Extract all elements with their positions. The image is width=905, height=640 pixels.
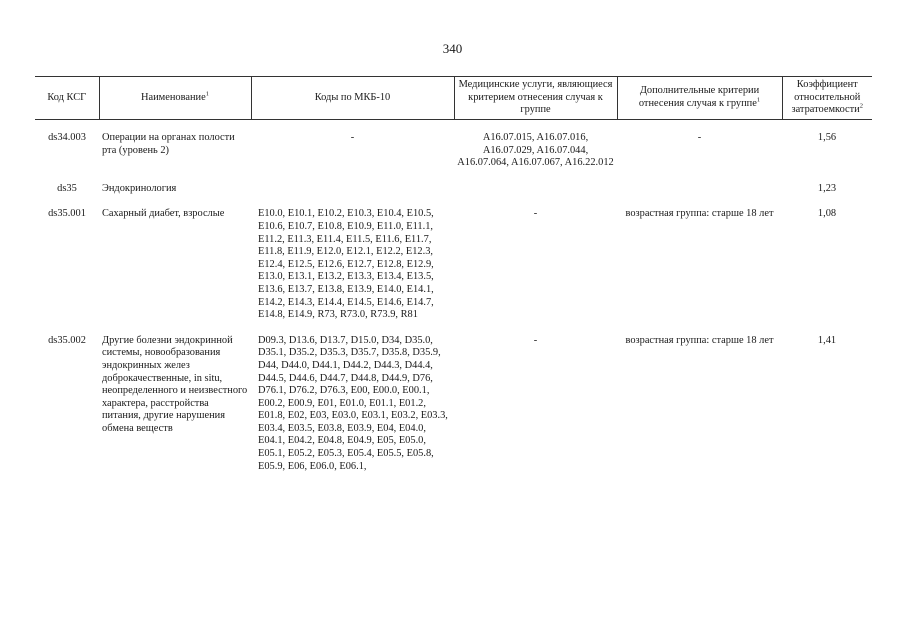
table-row [35, 208, 872, 321]
row-criteria [617, 183, 782, 196]
row-services: - [533, 334, 538, 346]
row-services: A16.07.015, A16.07.016, A16.07.029, A16.07.044, A16.07.064, A16.07.067, A16.22.012 [457, 132, 614, 169]
row-mkb: D09.3, D13.6, D13.7, D15.0, D34, D35.0, D35.1, D35.2, D35.3, D35.7, D35.8, D35.9, D44, D44.0, D44.1, D44.2, D44.3, D44.4, D44.5, D44.6, D44.7, D44.8, D44.9, D76, D76.1, D76.2, D76.3, E00, E00.0, E00.1, E00.2, E00.9, E01, E01.0, E01.1, E01.2, E01.8, E02, E03, E03.0, E03.1, E03.2, E03.3, E03.4, E03.5, E03.8, E03.9, E04, E04.0, E04.1, E04.2, E04.8, E04.9, E05, E05.0, E05.1, E05.2, E05.3, E05.4, E05.5, E05.8, E05.9, E06, E06.0, E06.1, [258, 334, 448, 472]
row-coef: 1,56 [817, 132, 837, 143]
row-services: - [533, 208, 538, 220]
row-code: ds35.001 [48, 208, 86, 220]
table-row [35, 183, 872, 196]
header-services: Медицинские услуги, являющиеся критерием отнесения случая к группе [454, 77, 617, 120]
row-code: ds35.002 [48, 334, 86, 346]
table-header-row [35, 77, 872, 120]
header-mkb: Коды по МКБ-10 [251, 77, 454, 120]
row-criteria: возрастная группа: старше 18 лет [625, 334, 774, 346]
row-name: Операции на органах полости рта (уровень 2) [102, 132, 235, 156]
table-row [35, 335, 872, 474]
row-criteria: возрастная группа: старше 18 лет [625, 208, 774, 220]
row-code: ds35 [57, 182, 77, 194]
header-code: Код КСГ [35, 77, 99, 120]
header-name: Наименование$^1$ [99, 77, 251, 120]
row-services [454, 183, 617, 196]
ksg-table [35, 76, 872, 473]
row-coef: 1,23 [817, 182, 837, 194]
row-name: Эндокринология [102, 182, 177, 194]
header-coef: Коэффициент относительной затратоемкости$^2$ [782, 77, 872, 120]
table-row [35, 132, 872, 170]
row-coef: 1,41 [817, 334, 837, 346]
row-name: Сахарный диабет, взрослые [102, 208, 225, 220]
row-criteria: - [697, 132, 702, 143]
row-code: ds34.003 [48, 132, 86, 143]
row-name: Другие болезни эндокринной системы, новообразования эндокринных желез доброкачественные, in situ, неопределенного и неизвестного характера, расстройства питания, другие нарушения обмена веществ [102, 334, 248, 434]
header-criteria: Дополнительные критерии отнесения случая к группе$^1$ [617, 77, 782, 120]
row-mkb: - [350, 132, 355, 143]
row-mkb [251, 183, 454, 196]
page-number: 340 [442, 41, 463, 56]
row-coef: 1,08 [817, 208, 837, 220]
row-mkb: E10.0, E10.1, E10.2, E10.3, E10.4, E10.5, E10.6, E10.7, E10.8, E10.9, E11.0, E11.1, E11.2, E11.3, E11.4, E11.5, E11.6, E11.7, E11.8, E11.9, E12.0, E12.1, E12.2, E12.3, E12.4, E12.5, E12.6, E12.7, E12.8, E12.9, E13.0, E13.1, E13.2, E13.3, E13.4, E13.5, E13.6, E13.7, E13.8, E13.9, E14.0, E14.1, E14.2, E14.3, E14.4, E14.5, E14.6, E14.7, E14.8, E14.9, R73, R73.0, R73.9, R81 [258, 208, 434, 321]
